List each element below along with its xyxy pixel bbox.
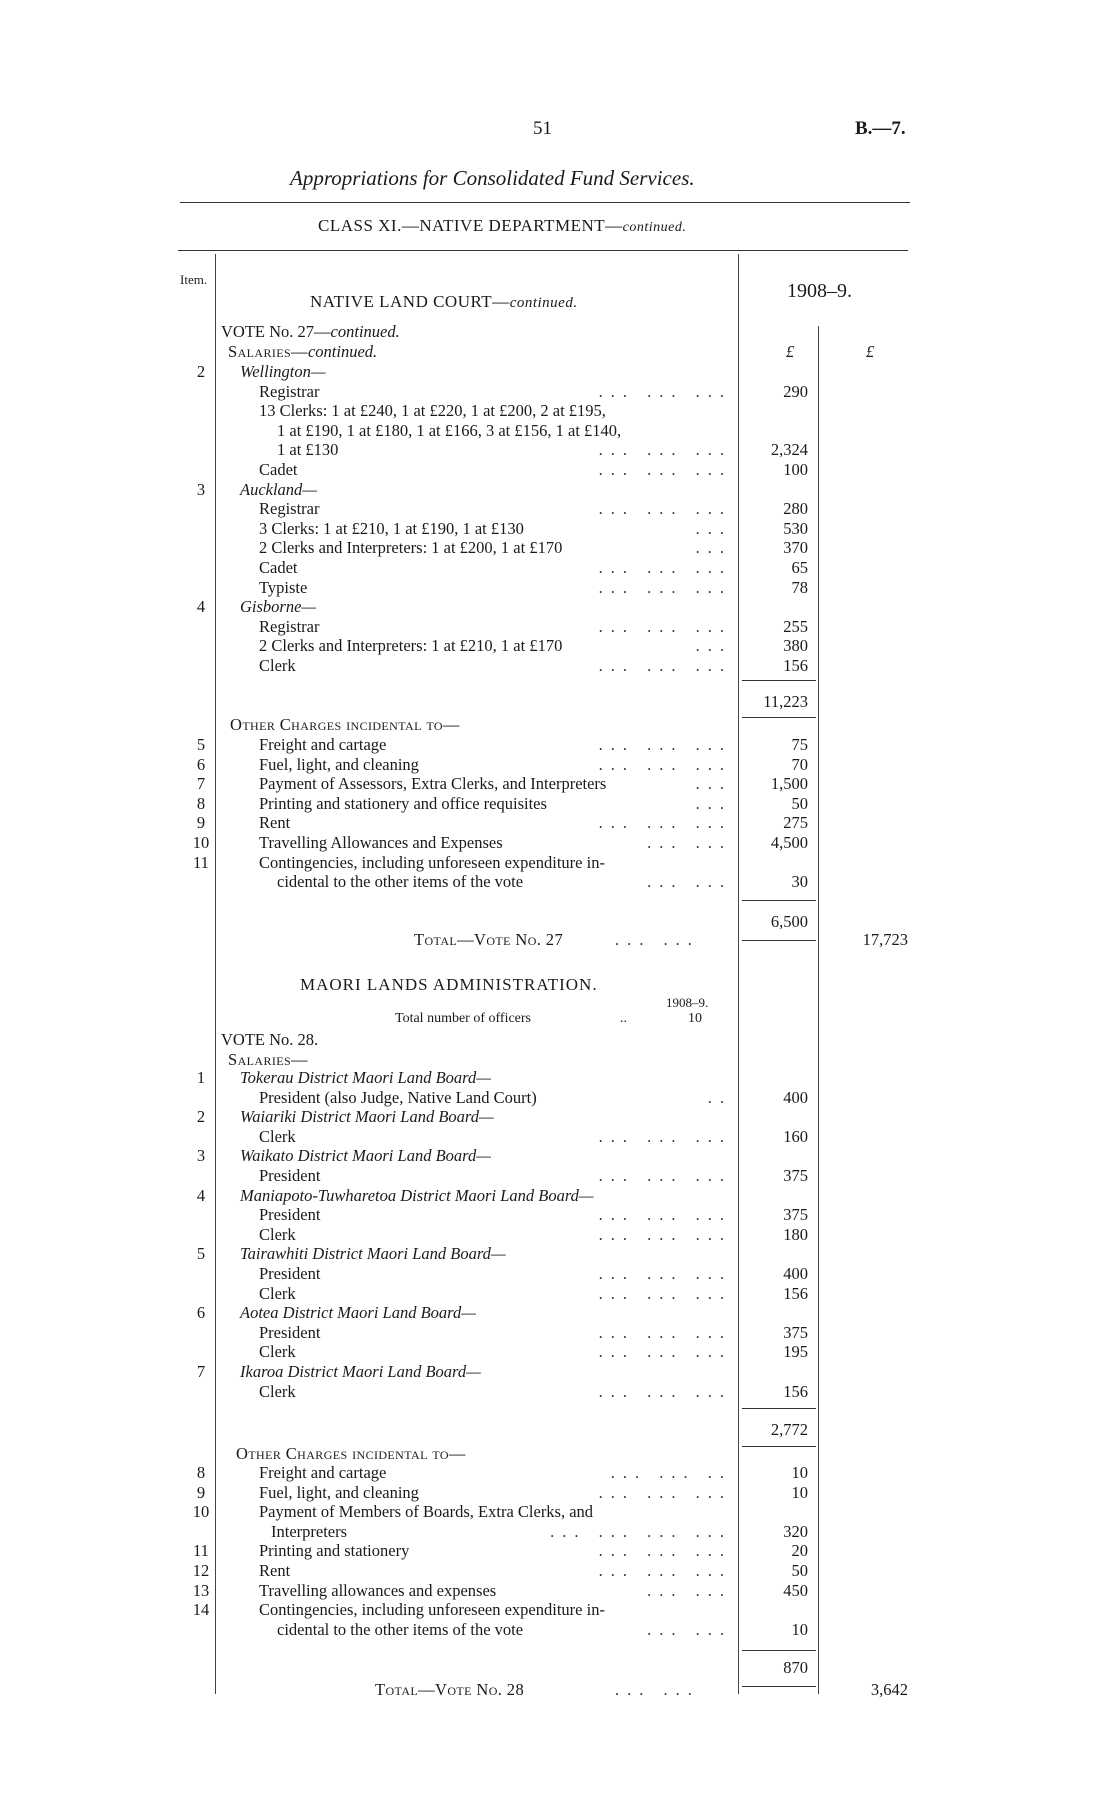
line-item-text: Auckland— xyxy=(240,479,317,499)
line-item-text: cidental to the other items of the vote xyxy=(277,1619,524,1639)
line-item-text: Wellington— xyxy=(240,362,326,381)
amount-value: 65 xyxy=(791,558,808,577)
line-item-text: Gisborne— xyxy=(240,597,317,617)
leader-dots: ... ... ... xyxy=(598,656,732,675)
section2-salaries-total: 2,772 xyxy=(770,1420,808,1439)
item-number: 6 xyxy=(196,1303,206,1323)
vote-28-heading: VOTE No. 28. xyxy=(221,1030,319,1049)
amount-value: 75 xyxy=(791,735,808,754)
leader-dots: ... ... ... xyxy=(598,440,732,460)
amount-value: 10 xyxy=(791,1482,808,1502)
subtotal-rule-2b xyxy=(742,940,816,941)
item-number: 5 xyxy=(196,735,206,754)
amount-value: 50 xyxy=(791,1561,808,1580)
amount-value: 275 xyxy=(783,813,808,833)
vote-27-cont: continued. xyxy=(330,322,400,341)
page-number: 51 xyxy=(533,118,552,139)
table-top-rule xyxy=(178,250,908,251)
amount-value: 195 xyxy=(783,1342,808,1362)
class-heading xyxy=(318,216,686,236)
vote-27-label: VOTE No. 27— xyxy=(221,322,331,341)
subtotal-rule-2 xyxy=(742,900,816,901)
amount-value: 156 xyxy=(783,1283,808,1303)
leader-dots: ... ... ... xyxy=(598,1482,732,1502)
leader-dots: ... ... ... xyxy=(598,1264,732,1283)
leader-dots: ... ... ... xyxy=(598,1166,732,1185)
line-item-text: President xyxy=(259,1264,321,1283)
amount-value: 370 xyxy=(783,538,808,558)
leader-dots: ... ... ... xyxy=(598,616,732,636)
line-item-text: 2 Clerks and Interpreters: 1 at £210, 1 at £170 xyxy=(259,636,563,656)
class-heading-main: CLASS XI.—NATIVE DEPARTMENT— xyxy=(318,216,623,235)
vote-27-total-value: 17,723 xyxy=(862,930,908,949)
section1-other-total: 6,500 xyxy=(770,912,808,931)
item-number: 11 xyxy=(193,1541,209,1561)
pound-sign-1: £ xyxy=(786,342,795,361)
amount-column-rule-right xyxy=(818,326,819,1694)
item-number: 8 xyxy=(196,1463,206,1482)
vote-27-total-label: Total—Vote No. 27 xyxy=(414,930,564,949)
amount-value: 375 xyxy=(783,1205,808,1225)
amount-value: 160 xyxy=(783,1126,808,1146)
leader-dots: ... ... .. xyxy=(610,1463,732,1482)
line-item-text: Travelling Allowances and Expenses xyxy=(259,833,503,852)
amount-value: 2,324 xyxy=(770,440,808,460)
line-item-text: Fuel, light, and cleaning xyxy=(259,754,419,774)
leader-dots: ... ... ... xyxy=(598,1342,732,1362)
amount-value: 20 xyxy=(791,1541,808,1561)
officers-year: 1908–9. xyxy=(666,995,709,1010)
amount-value: 156 xyxy=(783,656,808,675)
leader-dots: ... xyxy=(695,636,732,656)
amount-value: 400 xyxy=(783,1087,808,1107)
line-item-text: President xyxy=(259,1322,321,1342)
leader-dots: ... ... xyxy=(647,833,732,852)
subtotal-rule-1 xyxy=(742,680,816,681)
leader-dots: ... ... ... xyxy=(598,460,732,479)
vote-28-total-dots: ... ... xyxy=(615,1680,700,1699)
amount-value: 290 xyxy=(783,381,808,401)
leader-dots: ... ... xyxy=(647,1580,732,1600)
item-number: 10 xyxy=(192,833,210,852)
subtotal-rule-3 xyxy=(742,1408,816,1409)
line-item-text: Registrar xyxy=(259,616,320,636)
amount-value: 280 xyxy=(783,499,808,519)
section-heading-maori-lands: MAORI LANDS ADMINISTRATION. xyxy=(300,975,598,994)
line-item-text: Clerk xyxy=(259,1283,296,1303)
leader-dots: ... ... ... xyxy=(598,1224,732,1244)
item-number: 8 xyxy=(196,793,206,813)
item-number: 9 xyxy=(196,813,206,833)
item-number: 7 xyxy=(196,1362,206,1381)
subtotal-rule-4b xyxy=(742,1686,816,1687)
leader-dots: ... ... ... xyxy=(598,499,732,519)
salaries-heading-1 xyxy=(228,342,377,361)
amount-value: 375 xyxy=(783,1322,808,1342)
line-item-text: 1 at £130 xyxy=(277,440,339,460)
line-item-text: Waikato District Maori Land Board— xyxy=(240,1146,491,1166)
leader-dots: ... ... ... xyxy=(598,1381,732,1401)
leader-dots: ... ... ... xyxy=(598,1283,732,1303)
line-item-text: Cadet xyxy=(259,558,298,577)
amount-value: 30 xyxy=(791,872,808,892)
vote-28-total-label: Total—Vote No. 28 xyxy=(375,1680,525,1699)
item-number: 9 xyxy=(196,1482,206,1502)
amount-value: 400 xyxy=(783,1264,808,1283)
line-item-text: Typiste xyxy=(259,577,308,597)
line-item-text: President xyxy=(259,1205,321,1225)
leader-dots: ... ... ... xyxy=(598,558,732,577)
line-item-text: Freight and cartage xyxy=(259,735,387,754)
amount-value: 156 xyxy=(783,1381,808,1401)
amount-value: 4,500 xyxy=(770,833,808,852)
salaries-cont-1: continued. xyxy=(307,342,378,361)
line-item-text: Contingencies, including unforeseen expenditure in- xyxy=(259,1600,605,1620)
line-item-text: President (also Judge, Native Land Court) xyxy=(259,1087,537,1107)
leader-dots: ... xyxy=(695,793,732,813)
class-heading-cont: continued. xyxy=(622,220,687,235)
subtotal-rule-3b xyxy=(742,1446,816,1447)
amount-value: 50 xyxy=(791,793,808,813)
section1-heading: NATIVE LAND COURT— xyxy=(310,292,510,311)
other-charges-heading-2: Other Charges incidental to— xyxy=(236,1444,466,1463)
officers-count: 10 xyxy=(688,1011,702,1026)
amount-value: 530 xyxy=(783,518,808,538)
subtotal-rule-4 xyxy=(742,1650,816,1651)
line-item-text: 1 at £190, 1 at £180, 1 at £166, 3 at £156, 1 at £140, xyxy=(277,420,622,440)
amount-value: 450 xyxy=(783,1580,808,1600)
line-item-text: Aotea District Maori Land Board— xyxy=(240,1303,476,1323)
leader-dots: ... ... ... xyxy=(598,1205,732,1225)
line-item-text: Registrar xyxy=(259,381,320,401)
document-code: B.—7. xyxy=(855,118,906,139)
vote-27-heading xyxy=(221,322,400,341)
amount-value: 10 xyxy=(791,1619,808,1639)
line-item-text: Payment of Members of Boards, Extra Clerks, and xyxy=(259,1502,594,1522)
item-number: 3 xyxy=(196,1146,206,1166)
item-number: 3 xyxy=(196,479,206,499)
line-item-text: Clerk xyxy=(259,1381,296,1401)
amount-value: 320 xyxy=(783,1521,808,1541)
officers-dots: .. xyxy=(620,1011,627,1026)
line-item-text: Travelling allowances and expenses xyxy=(259,1580,497,1600)
leader-dots: ... ... ... xyxy=(598,813,732,833)
line-item-text: Payment of Assessors, Extra Clerks, and Interpreters xyxy=(259,774,607,794)
item-number: 2 xyxy=(196,362,206,381)
line-item-text: Printing and stationery xyxy=(259,1541,410,1561)
line-item-text: Interpreters xyxy=(271,1521,348,1541)
item-column-header: Item. xyxy=(180,272,208,287)
amount-value: 380 xyxy=(783,636,808,656)
item-number: 13 xyxy=(192,1580,210,1600)
other-charges-heading-1: Other Charges incidental to— xyxy=(230,715,460,734)
line-item-text: Tokerau District Maori Land Board— xyxy=(240,1068,491,1087)
leader-dots: ... xyxy=(695,518,732,538)
vote-27-total-dots: ... ... xyxy=(615,930,700,949)
amount-value: 100 xyxy=(783,460,808,479)
item-number: 10 xyxy=(192,1502,210,1522)
item-number: 1 xyxy=(196,1068,206,1087)
line-item-text: Clerk xyxy=(259,1126,296,1146)
leader-dots: ... ... ... xyxy=(598,1541,732,1561)
line-item-text: Cadet xyxy=(259,460,298,479)
leader-dots: ... ... ... xyxy=(598,1322,732,1342)
item-number: 12 xyxy=(192,1561,210,1580)
line-item-text: Ikaroa District Maori Land Board— xyxy=(240,1362,481,1381)
line-item-text: Tairawhiti District Maori Land Board— xyxy=(240,1244,506,1264)
item-number: 11 xyxy=(193,852,209,872)
amount-column-rule-left xyxy=(738,254,739,1694)
subtotal-rule-1b xyxy=(742,717,816,718)
line-item-text: Freight and cartage xyxy=(259,1463,387,1482)
leader-dots: ... xyxy=(695,538,732,558)
leader-dots: ... ... ... xyxy=(598,754,732,774)
leader-dots: ... ... ... ... xyxy=(550,1521,732,1541)
officers-label: Total number of officers xyxy=(395,1011,531,1026)
leader-dots: ... ... ... xyxy=(598,1561,732,1580)
line-item-text: President xyxy=(259,1166,321,1185)
title-rule xyxy=(180,202,910,203)
amount-value: 255 xyxy=(783,616,808,636)
leader-dots: ... ... ... xyxy=(598,381,732,401)
amount-value: 10 xyxy=(791,1463,808,1482)
pound-sign-2: £ xyxy=(866,342,875,361)
amount-value: 1,500 xyxy=(770,774,808,794)
line-item-text: Rent xyxy=(259,1561,291,1580)
section2-other-total: 870 xyxy=(783,1658,808,1677)
item-number: 5 xyxy=(196,1244,206,1264)
line-item-text: cidental to the other items of the vote xyxy=(277,872,524,892)
item-number: 6 xyxy=(196,754,206,774)
item-number: 4 xyxy=(196,1185,206,1205)
section1-heading-cont: continued. xyxy=(509,295,578,311)
section1-salaries-total: 11,223 xyxy=(763,692,808,711)
item-number: 2 xyxy=(196,1107,206,1127)
year-column-header: 1908–9. xyxy=(787,280,852,302)
line-item-text: Waiariki District Maori Land Board— xyxy=(240,1107,494,1127)
line-item-text: Clerk xyxy=(259,656,296,675)
line-item-text: Fuel, light, and cleaning xyxy=(259,1482,419,1502)
line-item-text: Maniapoto-Tuwharetoa District Maori Land Board— xyxy=(240,1185,594,1205)
vote-28-total-value: 3,642 xyxy=(870,1680,908,1699)
line-item-text: 2 Clerks and Interpreters: 1 at £200, 1 at £170 xyxy=(259,538,563,558)
item-number: 7 xyxy=(196,774,206,794)
amount-value: 180 xyxy=(783,1224,808,1244)
line-item-text: Clerk xyxy=(259,1342,296,1362)
line-item-text: 3 Clerks: 1 at £210, 1 at £190, 1 at £130 xyxy=(259,518,524,538)
line-item-text: Contingencies, including unforeseen expenditure in- xyxy=(259,852,605,872)
amount-value: 375 xyxy=(783,1166,808,1185)
salaries-label-1: Salaries— xyxy=(228,342,308,361)
line-item-text: Rent xyxy=(259,813,291,833)
line-item-text: Registrar xyxy=(259,499,320,519)
amount-value: 78 xyxy=(791,577,808,597)
item-number: 14 xyxy=(192,1600,210,1620)
leader-dots: ... ... ... xyxy=(598,1126,732,1146)
leader-dots: ... ... xyxy=(647,1619,732,1639)
amount-value: 70 xyxy=(791,754,808,774)
section-heading-native-land-court xyxy=(310,292,578,312)
salaries-heading-2: Salaries— xyxy=(228,1050,308,1069)
line-item-text: Printing and stationery and office requisites xyxy=(259,793,547,813)
leader-dots: ... ... xyxy=(647,872,732,892)
leader-dots: ... xyxy=(695,774,732,794)
line-item-text: Clerk xyxy=(259,1224,296,1244)
page-title: Appropriations for Consolidated Fund Services. xyxy=(290,166,695,190)
leader-dots: ... ... ... xyxy=(598,735,732,754)
leader-dots: .. xyxy=(707,1087,732,1107)
line-item-text: 13 Clerks: 1 at £240, 1 at £220, 1 at £200, 2 at £195, xyxy=(259,401,606,421)
leader-dots: ... ... ... xyxy=(598,577,732,597)
item-number: 4 xyxy=(196,597,206,617)
